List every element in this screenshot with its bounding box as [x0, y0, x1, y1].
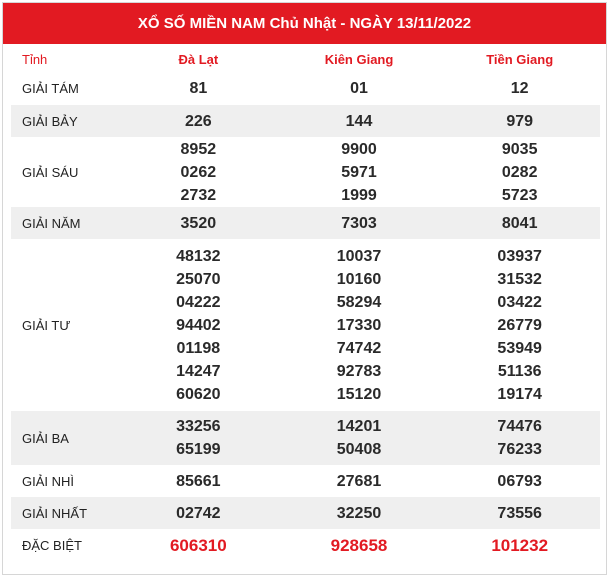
prize-rows — [11, 72, 600, 561]
prize-number: 81 — [189, 80, 208, 97]
prize-number: 5723 — [501, 186, 538, 204]
prize-row — [11, 72, 600, 105]
prize-label: GIẢI BA — [22, 430, 69, 446]
prize-number: 04222 — [176, 293, 221, 311]
prize-row — [11, 529, 600, 561]
prize-cell — [118, 110, 279, 133]
prize-number: 19174 — [497, 385, 542, 403]
prize-cell — [439, 110, 600, 133]
province-header[interactable]: Đà Lạt — [178, 51, 219, 67]
prize-number: 65199 — [176, 441, 221, 458]
prize-number: 12 — [510, 80, 529, 97]
prize-number: 17330 — [336, 316, 382, 334]
prize-cell — [439, 534, 600, 557]
prize-cell — [439, 470, 600, 493]
prize-cell — [279, 110, 440, 133]
prize-row — [11, 411, 600, 465]
prize-cell — [279, 245, 440, 406]
prize-cell — [439, 415, 600, 461]
prize-number: 76233 — [497, 441, 542, 458]
corner-label: Tỉnh — [22, 51, 48, 67]
prize-number: 31532 — [497, 270, 542, 288]
prize-number: 32250 — [336, 504, 382, 522]
prize-cell — [118, 502, 279, 525]
prize-cell — [118, 138, 279, 207]
table-header-row — [11, 46, 600, 72]
prize-number: 3520 — [180, 214, 217, 232]
prize-number: 9900 — [341, 140, 377, 158]
prize-number: 0282 — [501, 163, 538, 181]
prize-number: 928658 — [330, 535, 388, 555]
prize-number: 101232 — [491, 535, 549, 555]
prize-number: 27681 — [336, 472, 382, 490]
prize-cell — [439, 77, 600, 100]
prize-number: 606310 — [169, 535, 227, 555]
prize-number: 8952 — [180, 140, 217, 158]
prize-cell — [439, 502, 600, 525]
prize-label: GIẢI NĂM — [22, 215, 81, 231]
prize-cell — [118, 470, 279, 493]
prize-number: 10160 — [336, 270, 382, 288]
prize-number: 92783 — [336, 362, 382, 380]
prize-row — [11, 465, 600, 497]
prize-cell — [118, 245, 279, 406]
prize-cell — [118, 77, 279, 100]
prize-row — [11, 207, 600, 239]
prize-number: 74742 — [336, 339, 382, 357]
results-header — [3, 3, 606, 44]
prize-number: 8041 — [501, 214, 538, 232]
prize-number: 03422 — [497, 293, 542, 311]
prize-cell — [118, 534, 279, 557]
prize-number: 14247 — [176, 362, 221, 380]
prize-number: 979 — [506, 112, 534, 130]
prize-row — [11, 105, 600, 137]
prize-number: 15120 — [336, 385, 382, 403]
prize-number: 01 — [350, 80, 368, 97]
prize-cell — [118, 415, 279, 461]
prize-number: 5971 — [341, 163, 377, 181]
prize-number: 85661 — [176, 472, 221, 490]
province-header[interactable]: Kiên Giang — [324, 51, 394, 67]
prize-label: GIẢI NHÌ — [22, 473, 75, 489]
prize-row — [11, 497, 600, 529]
prize-cell — [279, 77, 440, 100]
prize-cell — [279, 212, 440, 235]
prize-cell — [279, 138, 440, 207]
prize-number: 50408 — [336, 441, 382, 458]
results-table — [11, 46, 600, 561]
prize-number: 60620 — [176, 385, 221, 403]
prize-number: 0262 — [180, 163, 217, 181]
prize-number: 10037 — [336, 247, 382, 265]
prize-number: 74476 — [497, 418, 542, 435]
prize-label: GIẢI BẢY — [22, 113, 78, 129]
prize-number: 226 — [184, 112, 212, 130]
prize-cell — [279, 470, 440, 493]
prize-number: 1999 — [341, 186, 377, 204]
prize-number: 2732 — [180, 186, 217, 204]
prize-number: 33256 — [176, 418, 221, 435]
prize-label: GIẢI NHẤT — [22, 505, 88, 521]
prize-number: 144 — [345, 112, 373, 130]
prize-number: 14201 — [336, 418, 382, 435]
prize-number: 58294 — [336, 293, 382, 311]
prize-number: 53949 — [497, 339, 542, 357]
prize-number: 94402 — [176, 316, 221, 334]
prize-row — [11, 137, 600, 207]
prize-number: 48132 — [176, 247, 221, 265]
prize-label: ĐẶC BIỆT — [22, 537, 82, 553]
page-title: XỔ SỐ MIỀN NAM Chủ Nhật - NGÀY 13/11/2022 — [137, 15, 472, 32]
prize-cell — [279, 534, 440, 557]
prize-cell — [118, 212, 279, 235]
prize-number: 03937 — [497, 247, 542, 265]
province-header[interactable]: Tiền Giang — [486, 51, 554, 67]
prize-number: 73556 — [497, 504, 542, 522]
prize-number: 06793 — [497, 472, 542, 490]
prize-number: 51136 — [497, 362, 542, 380]
prize-cell — [439, 212, 600, 235]
prize-label: GIẢI TƯ — [22, 317, 71, 333]
prize-label: GIẢI TÁM — [22, 81, 79, 96]
prize-number: 02742 — [176, 504, 221, 522]
prize-label: GIẢI SÁU — [22, 164, 79, 180]
prize-number: 9035 — [501, 140, 538, 158]
results-card — [2, 2, 607, 575]
prize-cell — [439, 245, 600, 406]
prize-cell — [279, 502, 440, 525]
prize-row — [11, 239, 600, 411]
prize-number: 25070 — [176, 270, 221, 288]
prize-cell — [279, 415, 440, 461]
prize-number: 26779 — [497, 316, 542, 334]
prize-number: 01198 — [176, 339, 221, 357]
prize-cell — [439, 138, 600, 207]
prize-number: 7303 — [341, 214, 377, 232]
